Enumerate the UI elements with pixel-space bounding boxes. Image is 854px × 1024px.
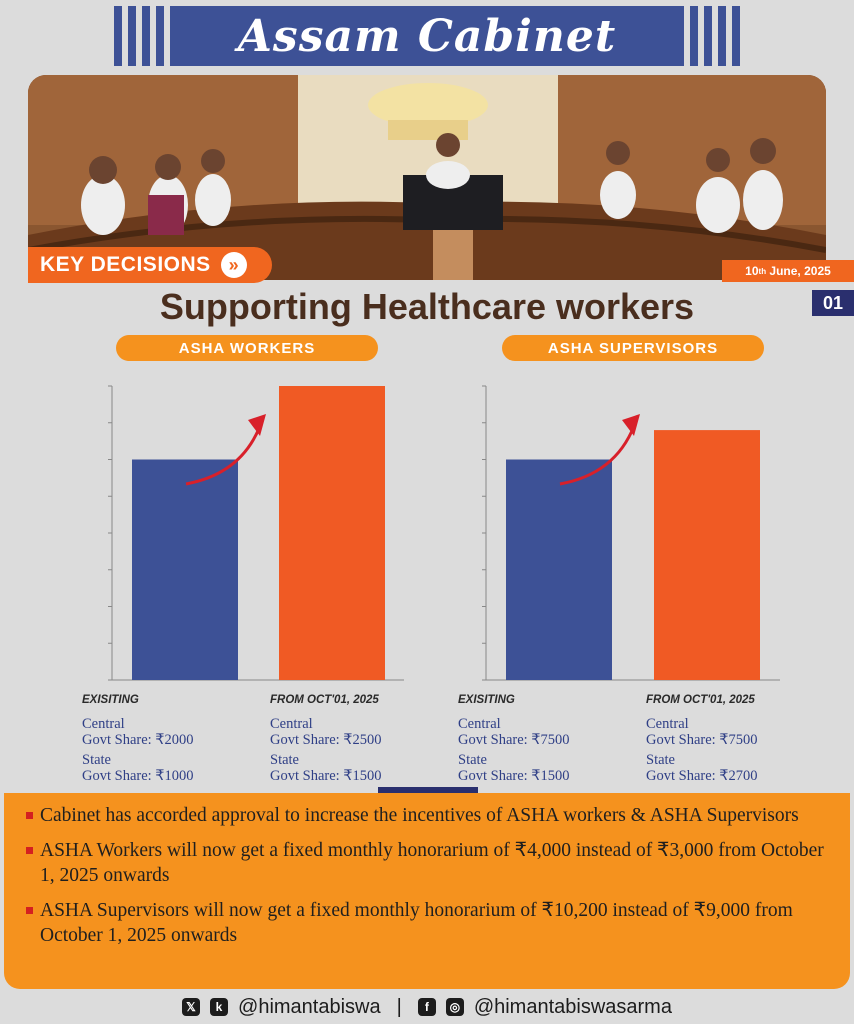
- page-title: Supporting Healthcare workers: [159, 286, 695, 327]
- supervisors-new-info: [646, 692, 758, 784]
- category-label: FROM OCT'01, 2025: [646, 694, 755, 706]
- category-label: EXISITING: [458, 694, 515, 706]
- state-share: Govt Share: ₹1000: [82, 768, 194, 784]
- chart-title-asha-supervisors: ASHA SUPERVISORS: [502, 335, 764, 361]
- state-share: Govt Share: ₹1500: [270, 768, 382, 784]
- chart-title-asha-workers: ASHA WORKERS: [116, 335, 378, 361]
- social-footer: [0, 992, 854, 1022]
- facebook-icon: f: [418, 998, 436, 1016]
- bar-new: [654, 430, 760, 680]
- decision-bullet: ASHA Workers will now get a fixed monthly honorarium of ₹4,000 instead of ₹3,000 from October 1, 2025 onwards: [40, 838, 832, 888]
- instagram-icon: ◎: [446, 998, 464, 1016]
- date-suffix: th: [758, 266, 767, 276]
- supervisors-existing-info: [458, 692, 570, 784]
- state-share: Govt Share: ₹1500: [458, 768, 570, 784]
- date-day: 10: [745, 264, 759, 278]
- state-share: Govt Share: ₹2700: [646, 768, 758, 784]
- date-rest: June, 2025: [766, 264, 831, 278]
- koo-icon: k: [210, 998, 228, 1016]
- decision-bullet: Cabinet has accorded approval to increase the incentives of ASHA workers & ASHA Supervisors: [40, 803, 832, 828]
- central-share: Govt Share: ₹2000: [82, 732, 194, 748]
- category-label: FROM OCT'01, 2025: [270, 694, 379, 706]
- category-label: EXISITING: [82, 694, 139, 706]
- bar-existing: [132, 460, 238, 681]
- x-handle[interactable]: @himantabiswa: [238, 995, 381, 1018]
- decisions-box: [4, 793, 850, 989]
- central-label: Central: [270, 716, 313, 732]
- facebook-handle[interactable]: @himantabiswasarma: [473, 995, 672, 1018]
- state-label: State: [82, 752, 111, 768]
- workers-existing-info: [82, 692, 194, 784]
- central-share: Govt Share: ₹7500: [458, 732, 570, 748]
- separator: |: [396, 995, 402, 1018]
- key-decisions-label: KEY DECISIONS: [40, 253, 211, 276]
- double-chevron-right-icon: »: [221, 252, 247, 278]
- central-share: Govt Share: ₹2500: [270, 732, 382, 748]
- decision-bullet: ASHA Supervisors will now get a fixed monthly honorarium of ₹10,200 instead of ₹9,000 from October 1, 2025 onwards: [40, 898, 832, 948]
- central-label: Central: [458, 716, 501, 732]
- state-label: State: [646, 752, 675, 768]
- central-label: Central: [82, 716, 125, 732]
- bar-existing: [506, 460, 612, 681]
- x-icon: 𝕏: [182, 998, 200, 1016]
- page-number: 01: [812, 290, 854, 316]
- state-label: State: [458, 752, 487, 768]
- workers-new-info: [270, 692, 382, 784]
- central-share: Govt Share: ₹7500: [646, 732, 758, 748]
- state-label: State: [270, 752, 299, 768]
- header-title: Assam Cabinet: [237, 10, 617, 62]
- central-label: Central: [646, 716, 689, 732]
- bar-new: [279, 386, 385, 680]
